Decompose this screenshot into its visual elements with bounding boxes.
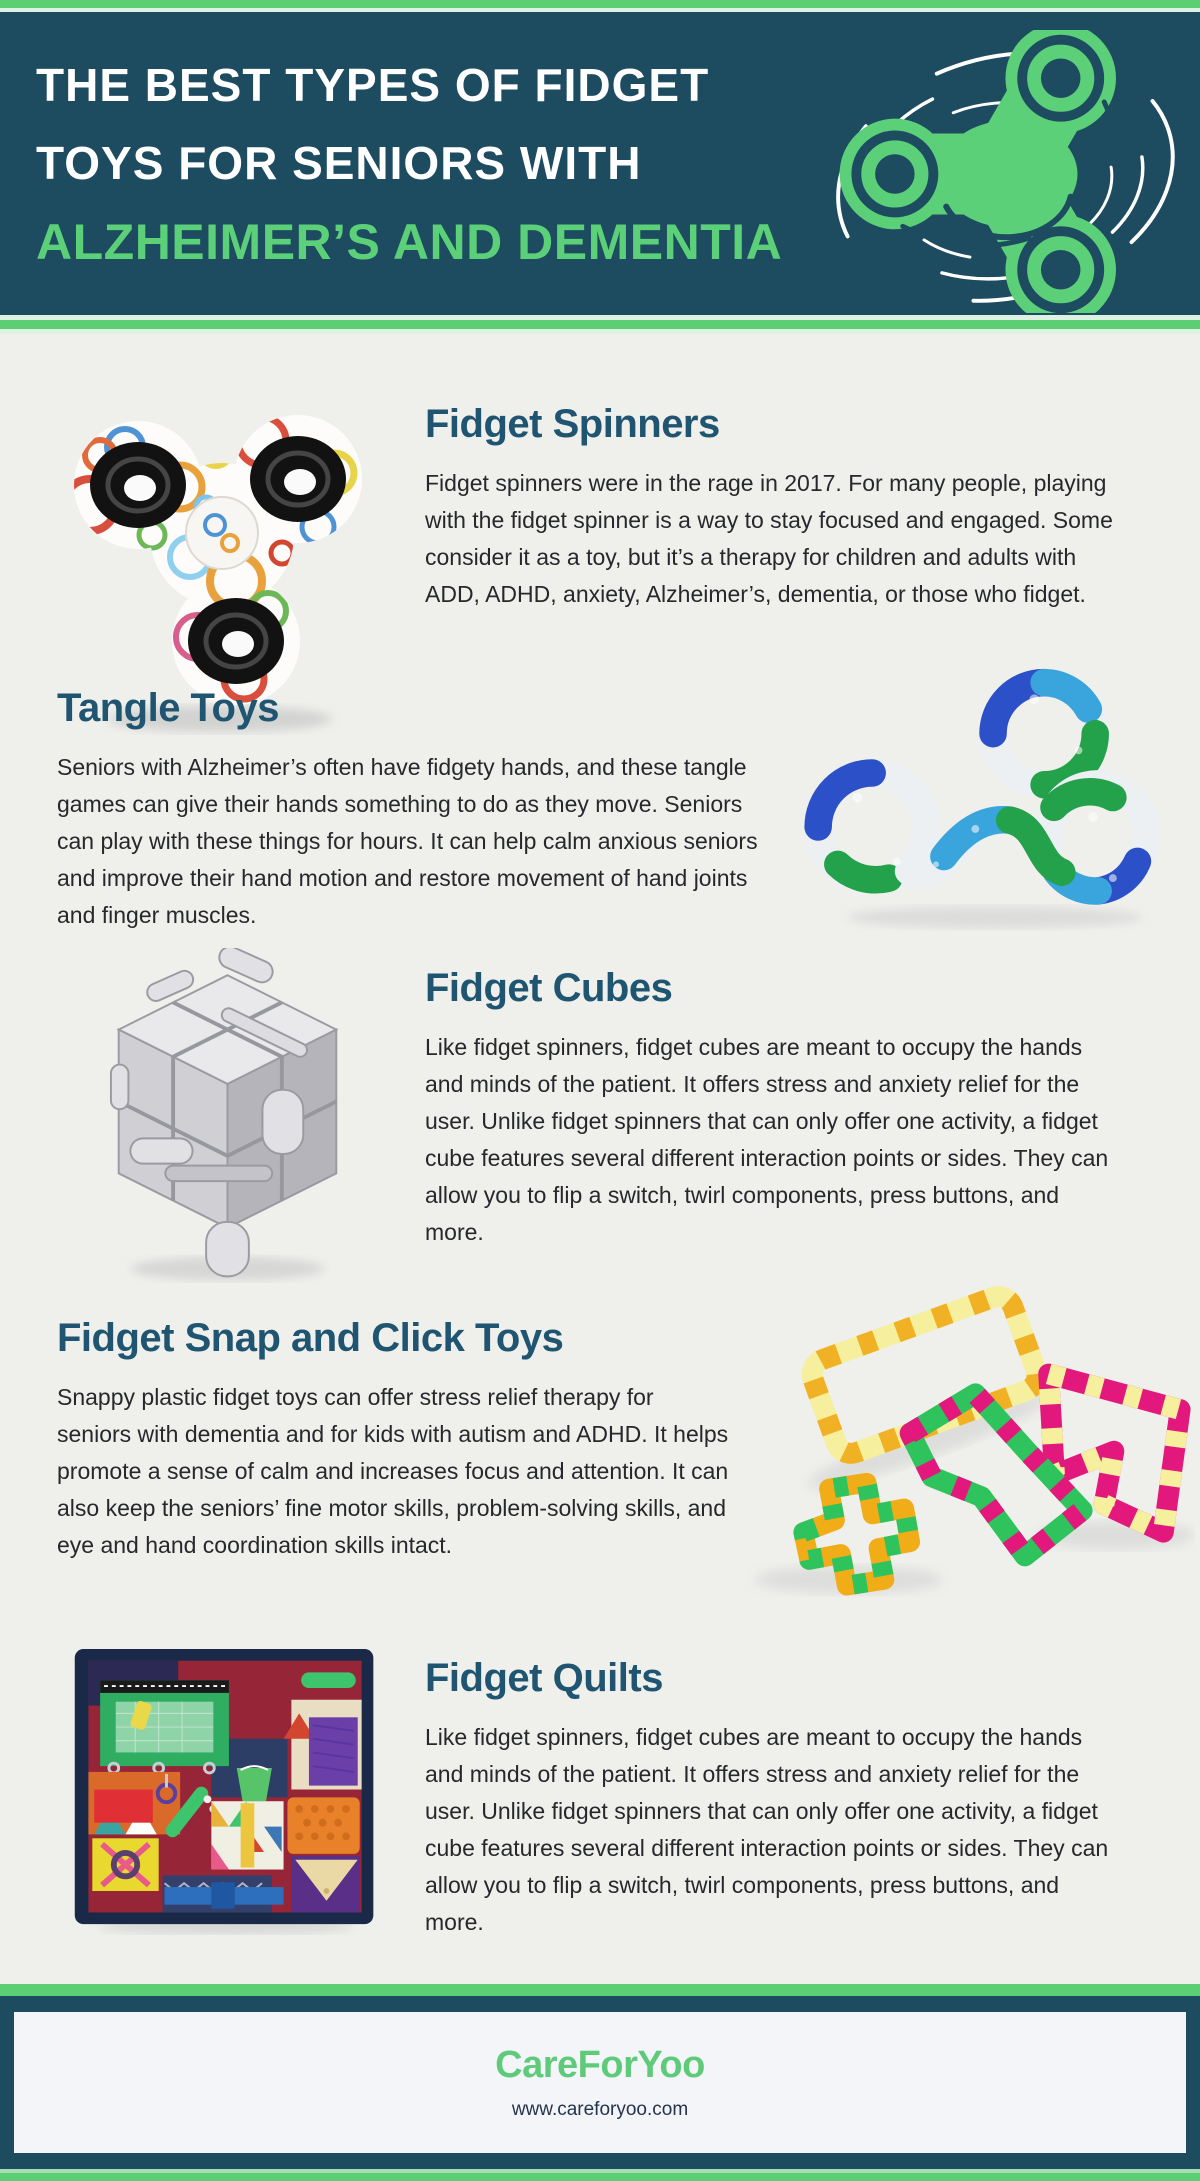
header	[0, 12, 1200, 315]
website-url: www.careforyoo.com	[511, 2099, 689, 2120]
tangle-toy-illustration	[795, 660, 1195, 940]
section-title: Fidget Cubes	[425, 966, 673, 1010]
fidget-spinner-icon	[808, 30, 1193, 313]
divider-mint-2	[0, 329, 1200, 334]
fidget-cube-photo	[65, 948, 390, 1293]
fidget-cube-illustration	[65, 948, 390, 1288]
section-body: Like fidget spinners, fidget cubes are meant to occupy the hands and minds of the patient. It offers stress and anxiety relief for the user. Unlike fidget spinners that can only offer one activity, a fidget cube features several different interaction points or sides. They can allow you to flip a switch, twirl components, press buttons, and more.	[425, 1724, 1109, 1935]
section-fidget-quilts	[425, 1656, 1120, 1941]
section-tangle-toys	[57, 686, 767, 934]
footer-green-stripe	[0, 1984, 1200, 1996]
footer-panel	[14, 2012, 1186, 2153]
section-body: Like fidget spinners, fidget cubes are meant to occupy the hands and minds of the patient. It offers stress and anxiety relief for the user. Unlike fidget spinners that can only offer one activity, a fidget cube features several different interaction points or sides. They can allow you to flip a switch, twirl components, press buttons, and more.	[425, 1034, 1109, 1245]
section-title: Tangle Toys	[57, 686, 279, 730]
fidget-quilt-photo	[65, 1645, 387, 1940]
section-title: Fidget Quilts	[425, 1656, 663, 1700]
section-body: Fidget spinners were in the rage in 2017. For many people, playing with the fidget spinner is a way to stay focused and engaged. Some consider it as a toy, but it’s a therapy for children and adults with ADD, ADHD, anxiety, Alzheimer’s, dementia, or those who fidget.	[425, 470, 1113, 607]
header-art	[808, 30, 1193, 318]
title-line-3: ALZHEIMER’S AND DEMENTIA	[36, 214, 783, 270]
brand-logo: CareForYoo	[495, 2044, 705, 2086]
section-fidget-cubes	[425, 966, 1120, 1251]
section-title: Fidget Snap and Click Toys	[57, 1316, 564, 1360]
bottom-green-stripe	[0, 2173, 1200, 2181]
footer	[0, 1996, 1200, 2169]
title-line-2: TOYS FOR SENIORS WITH	[36, 137, 642, 189]
page-title	[36, 46, 782, 282]
section-body: Seniors with Alzheimer’s often have fidgety hands, and these tangle games can give their hands something to do as they move. Seniors can play with these things for hours. It can help calm anxious seniors and improve their hand motion and restore movement of hand joints and finger muscles.	[57, 754, 758, 928]
tangle-toy-photo	[795, 660, 1195, 945]
title-line-1: THE BEST TYPES OF FIDGET	[36, 59, 710, 111]
section-body: Snappy plastic fidget toys can offer stress relief therapy for seniors with dementia and for kids with autism and ADHD. It helps promote a sense of calm and increases focus and attention. It can also keep the seniors’ fine motor skills, problem-solving skills, and eye and hand coordination skills intact.	[57, 1384, 729, 1558]
section-snap-click-toys	[57, 1316, 729, 1564]
section-title: Fidget Spinners	[425, 402, 720, 446]
snap-click-toys-illustration	[740, 1282, 1195, 1640]
divider-green	[0, 320, 1200, 329]
fidget-quilt-illustration	[65, 1645, 387, 1935]
snap-click-toys-photo	[740, 1282, 1195, 1645]
section-fidget-spinners	[425, 402, 1125, 613]
top-green-stripe	[0, 0, 1200, 8]
